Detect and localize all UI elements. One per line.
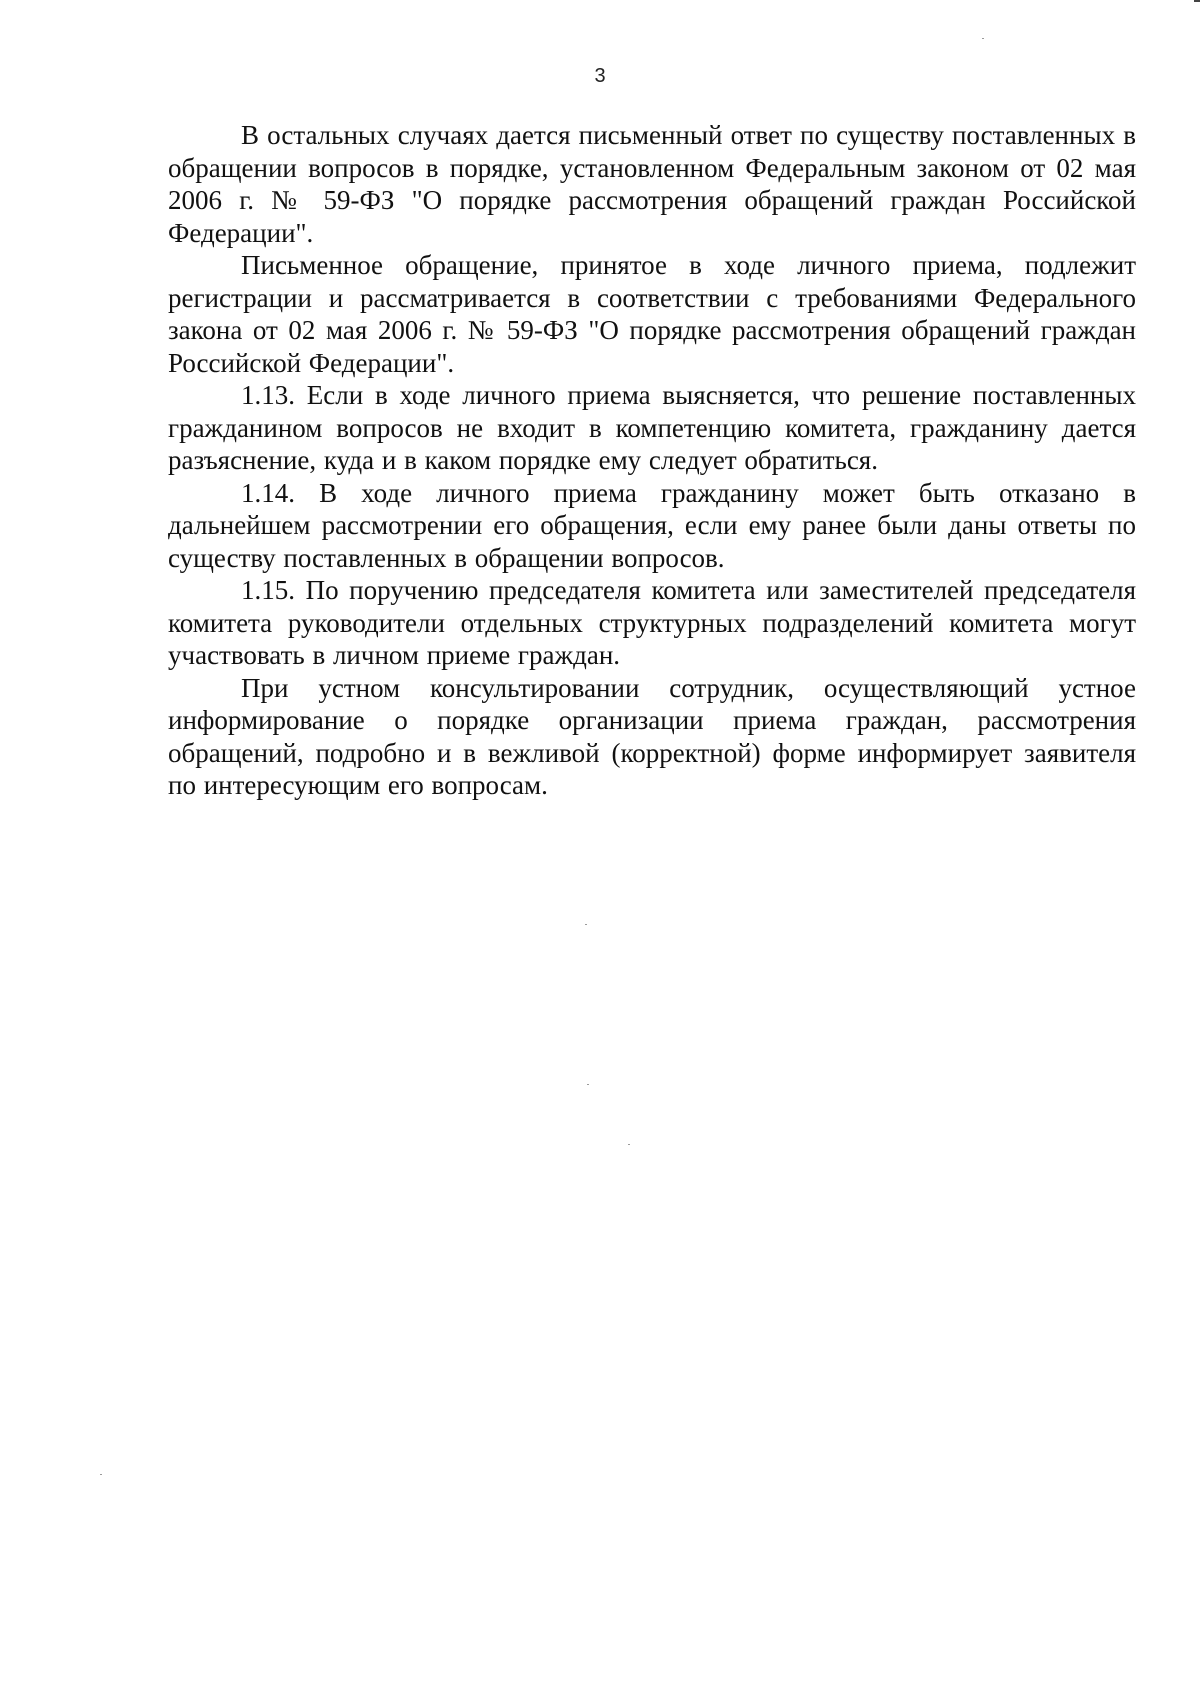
paragraph-1-15: 1.15. По поручению председателя комитета или заместителей председателя комитета руководители отдельных структурных подразделений комитета могут участвовать в личном приеме граждан.	[168, 575, 1136, 670]
paragraph-written-response: В остальных случаях дается письменный ответ по существу поставленных в обращении вопросов в порядке, установленном Федеральным законом от 02 мая 2006 г. № 59-ФЗ "О порядке рассмотрения обращений граждан Российской Федерации".	[168, 120, 1136, 248]
scan-speck	[982, 38, 984, 39]
scan-speck	[585, 924, 587, 925]
scan-edge-mark	[1194, 0, 1200, 2]
paragraph-oral-consultation: При устном консультировании сотрудник, осуществляющий устное информирование о порядке организации приема граждан, рассмотрения обращений, подробно и в вежливой (корректной) форме информирует заявителя по интересующим его вопросам.	[168, 672, 1136, 800]
document-body	[168, 119, 1136, 802]
page-number: 3	[594, 65, 606, 87]
scan-speck	[628, 1144, 630, 1145]
paragraph-written-appeal: Письменное обращение, принятое в ходе личного приема, подлежит регистрации и рассматривается в соответствии с требованиями Федерального закона от 02 мая 2006 г. № 59-ФЗ "О порядке рассмотрения обращений граждан Российской Федерации".	[168, 250, 1136, 378]
scan-speck	[587, 1084, 589, 1085]
paragraph-1-13: 1.13. Если в ходе личного приема выясняется, что решение поставленных гражданином вопросов не входит в компетенцию комитета, гражданину дается разъяснение, куда и в каком порядке ему следует обратиться.	[168, 380, 1136, 475]
paragraph-1-14: 1.14. В ходе личного приема гражданину может быть отказано в дальнейшем рассмотрении его обращения, если ему ранее были даны ответы по существу поставленных в обращении вопросов.	[168, 477, 1136, 573]
scan-speck	[100, 1474, 102, 1475]
